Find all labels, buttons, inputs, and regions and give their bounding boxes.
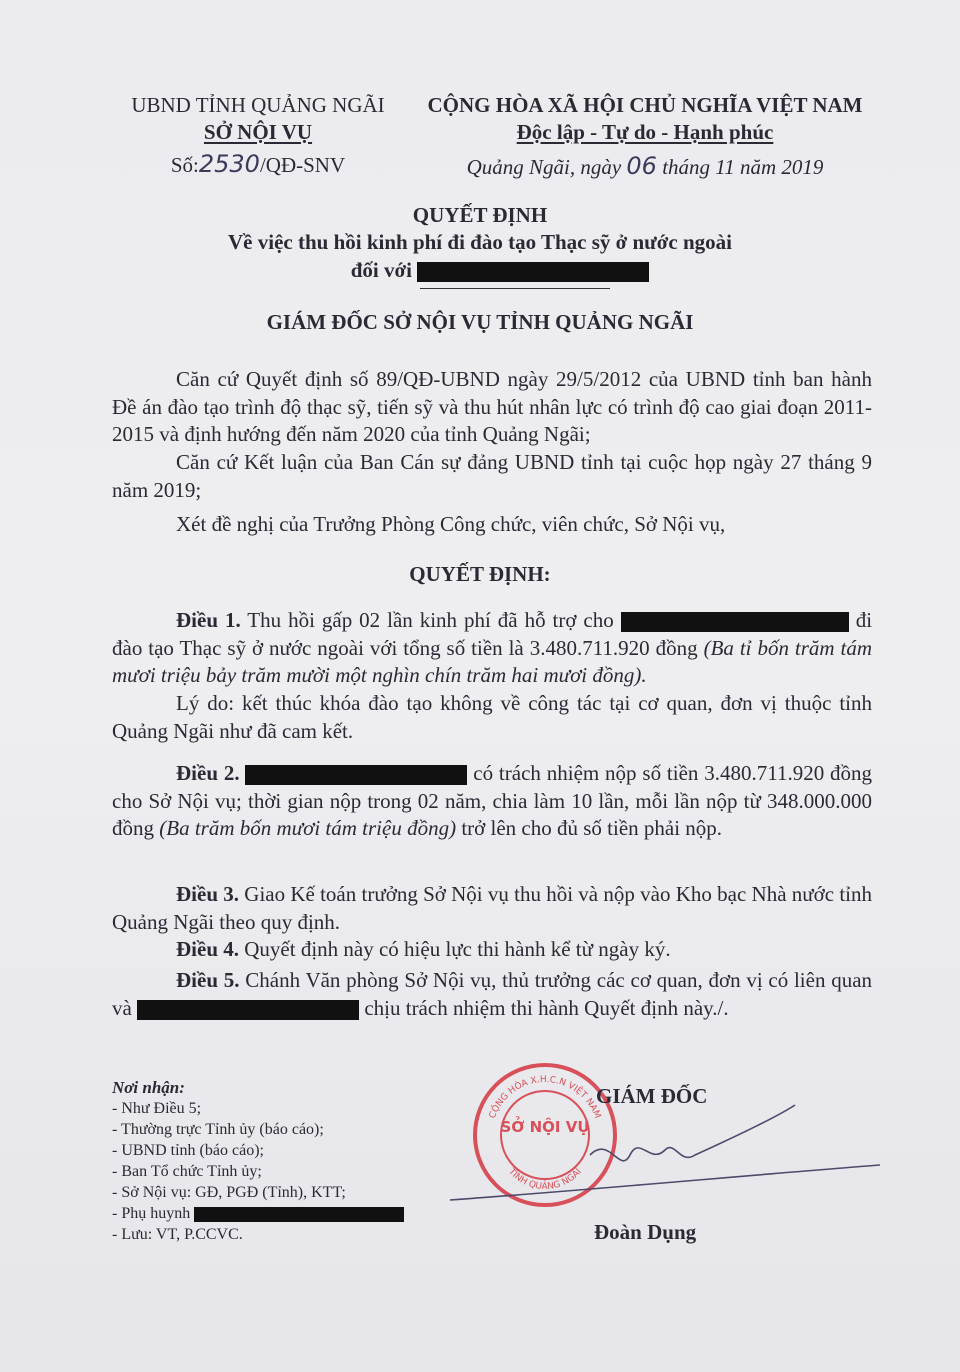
article-5: Điều 5. Chánh Văn phòng Sở Nội vụ, thủ trưởng các cơ quan, đơn vị có liên quan và chịu trách nhiệm thi hành Quyết định này./. <box>112 968 873 1020</box>
stamp-center-text: SỞ NỘI VỤ <box>500 1118 590 1136</box>
org-line-2: SỞ NỘI VỤ <box>203 120 313 144</box>
motto: Độc lập - Tự do - Hạnh phúc <box>516 120 774 144</box>
recipient-item: - Thường trực Tỉnh ủy (báo cáo); <box>112 1121 324 1138</box>
recipient-item: - Ban Tổ chức Tỉnh ủy; <box>112 1163 262 1180</box>
signature-scribble <box>450 1095 890 1215</box>
issue-date: Quảng Ngãi, ngày 06 tháng 11 năm 2019 <box>466 152 824 180</box>
document-title: QUYẾT ĐỊNH <box>412 203 548 227</box>
signer-position: GIÁM ĐỐC <box>596 1084 708 1108</box>
decision-heading: QUYẾT ĐỊNH: <box>409 562 551 586</box>
document-subject-for: đối với <box>0 258 960 283</box>
document-number: Số:2530/QĐ-SNV <box>170 150 346 178</box>
document-subject: Về việc thu hồi kinh phí đi đào tạo Thạc sỹ ở nước ngoài <box>228 230 732 254</box>
recipient-item: - Sở Nội vụ: GĐ, PGĐ (Tỉnh), KTT; <box>112 1184 346 1201</box>
redacted-name <box>137 1000 359 1020</box>
redacted-name <box>245 765 467 785</box>
article-3: Điều 3. Giao Kế toán trưởng Sở Nội vụ thu hồi và nộp vào Kho bạc Nhà nước tỉnh Quảng Ngãi theo quy định. <box>112 882 873 934</box>
redacted-name <box>621 612 849 632</box>
stamp-ring-top: CỘNG HÒA X.H.C.N VIỆT NAM <box>487 1074 603 1120</box>
recipient-item: - Phụ huynh <box>112 1203 404 1224</box>
title-divider <box>420 288 610 289</box>
recipients-block <box>112 1077 404 1245</box>
recipient-item: - Lưu: VT, P.CCVC. <box>112 1226 243 1243</box>
redacted-name <box>417 262 649 282</box>
article-4: Điều 4. Quyết định này có hiệu lực thi hành kể từ ngày ký. <box>176 937 671 961</box>
handwritten-day: 06 <box>626 152 657 180</box>
recipients-label: Nơi nhận: <box>112 1078 185 1097</box>
handwritten-number: 2530 <box>198 150 260 178</box>
basis-paragraph-2: Căn cứ Kết luận của Ban Cán sự đảng UBND tỉnh tại cuộc họp ngày 27 tháng 9 năm 2019; <box>112 450 872 502</box>
article-2: Điều 2. có trách nhiệm nộp số tiền 3.480.711.920 đồng cho Sở Nội vụ; thời gian nộp trong 02 năm, chia làm 10 lần, mỗi lần nộp từ 348.000.000 đồng (Ba trăm bốn mươi tám triệu đồng) trở lên cho đủ số tiền phải nộp. <box>112 761 873 840</box>
signer-name: Đoàn Dụng <box>594 1220 697 1244</box>
recipient-item: - Như Điều 5; <box>112 1100 202 1117</box>
authority-line: GIÁM ĐỐC SỞ NỘI VỤ TỈNH QUẢNG NGÃI <box>266 310 694 334</box>
basis-paragraph-3: Xét đề nghị của Trưởng Phòng Công chức, viên chức, Sở Nội vụ, <box>176 512 726 536</box>
article-1: Điều 1. Thu hồi gấp 02 lần kinh phí đã hỗ trợ cho đi đào tạo Thạc sỹ ở nước ngoài với tổng số tiền là 3.480.711.920 đồng (Ba tỉ bốn trăm tám mươi triệu bảy trăm mười một nghìn chín trăm hai mươi đồng). <box>112 608 873 687</box>
article-1-reason: Lý do: kết thúc khóa đào tạo không về công tác tại cơ quan, đơn vị thuộc tỉnh Quảng Ngãi như đã cam kết. <box>112 691 872 743</box>
stamp-ring-bottom: TỈNH QUẢNG NGÃI <box>506 1166 584 1193</box>
redacted-name <box>194 1207 404 1222</box>
recipient-item: - UBND tỉnh (báo cáo); <box>112 1142 264 1159</box>
org-line-1: UBND TỈNH QUẢNG NGÃI <box>131 93 385 117</box>
basis-paragraph-1: Căn cứ Quyết định số 89/QĐ-UBND ngày 29/5/2012 của UBND tỉnh ban hành Đề án đào tạo trình độ thạc sỹ, tiến sỹ và thu hút nhân lực có trình độ cao giai đoạn 2011-2015 và định hướng đến năm 2020 của tỉnh Quảng Ngãi; <box>112 367 872 446</box>
country-name: CỘNG HÒA XÃ HỘI CHỦ NGHĨA VIỆT NAM <box>427 93 863 117</box>
